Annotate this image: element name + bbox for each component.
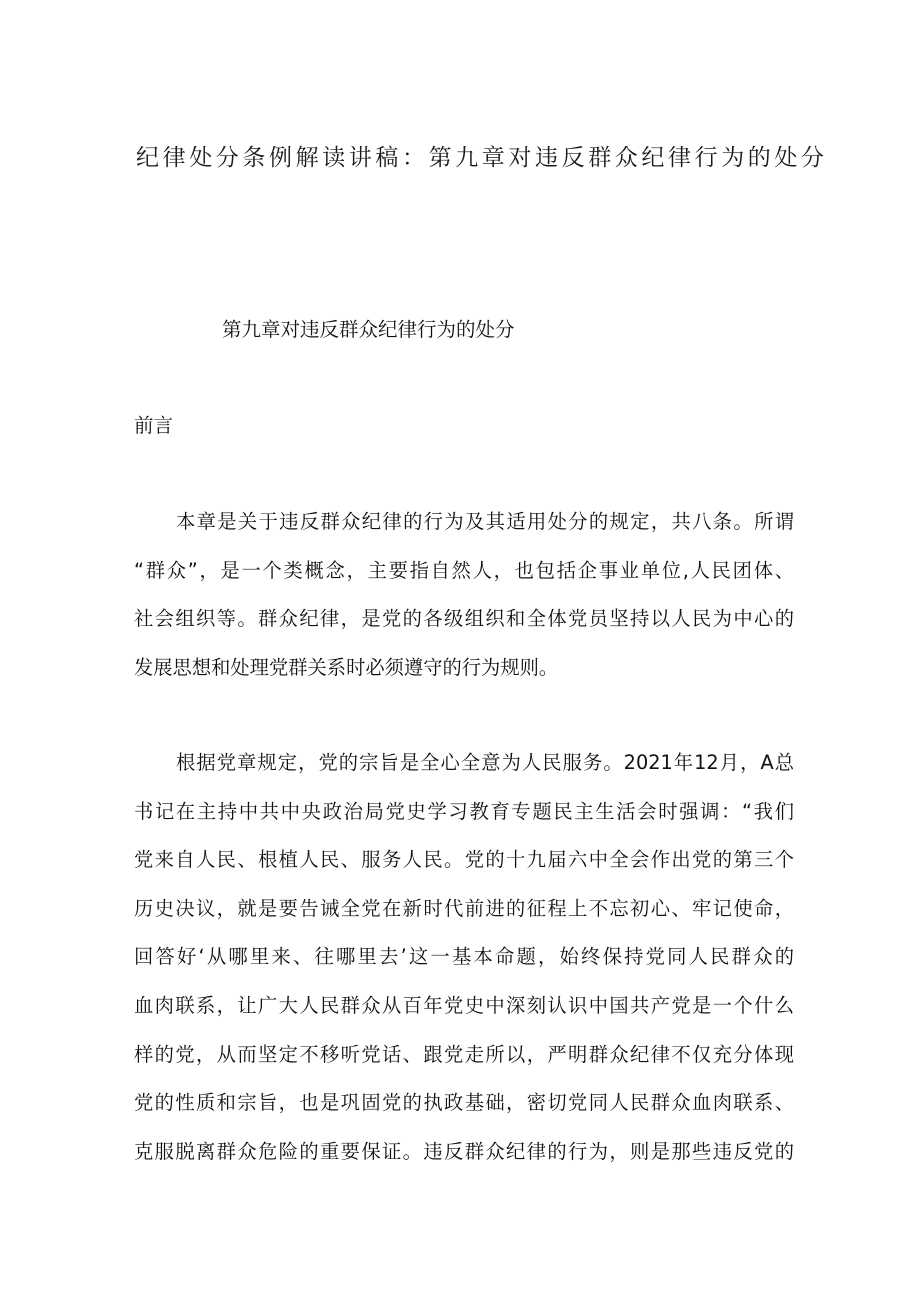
paragraph-line: “群众”，是一个类概念，主要指自然人，也包括企事业单位,人民团体、: [134, 558, 794, 582]
paragraph-line: 社会组织等。群众纪律，是党的各级组织和全体党员坚持以人民为中心的: [134, 607, 794, 631]
paragraph-line: 党来自人民、根植人民、服务人民。党的十九届六中全会作出党的第三个: [134, 848, 794, 872]
paragraph-line: 发展思想和处理党群关系时必须遵守的行为规则。: [134, 655, 559, 679]
paragraph-line: 回答好‘从哪里来、往哪里去’这一基本命题，始终保持党同人民群众的: [134, 945, 794, 969]
paragraph-line: 样的党，从而坚定不移听党话、跟党走所以，严明群众纪律不仅充分体现: [134, 1042, 794, 1066]
paragraph-1: [134, 506, 794, 700]
chapter-heading: 第九章对违反群众纪律行为的处分: [222, 318, 515, 341]
paragraph-line: 历史决议，就是要告诫全党在新时代前进的征程上不忘初心、牢记使命，: [134, 896, 794, 920]
paragraph-2: [134, 747, 794, 1184]
paragraph-line: 血肉联系，让广大人民群众从百年党史中深刻认识中国共产党是一个什么: [134, 993, 794, 1017]
paragraph-line: 克服脱离群众危险的重要保证。违反群众纪律的行为，则是那些违反党的: [134, 1139, 794, 1163]
paragraph-line: 书记在主持中共中央政治局党史学习教育专题民主生活会时强调：“我们: [134, 799, 794, 823]
section-label-preface: 前言: [134, 414, 174, 437]
paragraph-line: 本章是关于违反群众纪律的行为及其适用处分的规定，共八条。所谓: [176, 510, 794, 533]
paragraph-line: 根据党章规定，党的宗旨是全心全意为人民服务。2021年12月，A总: [176, 751, 794, 774]
paragraph-line: 党的性质和宗旨，也是巩固党的执政基础，密切党同人民群众血肉联系、: [134, 1091, 794, 1115]
document-title: 纪律处分条例解读讲稿：第九章对违反群众纪律行为的处分: [136, 145, 828, 171]
